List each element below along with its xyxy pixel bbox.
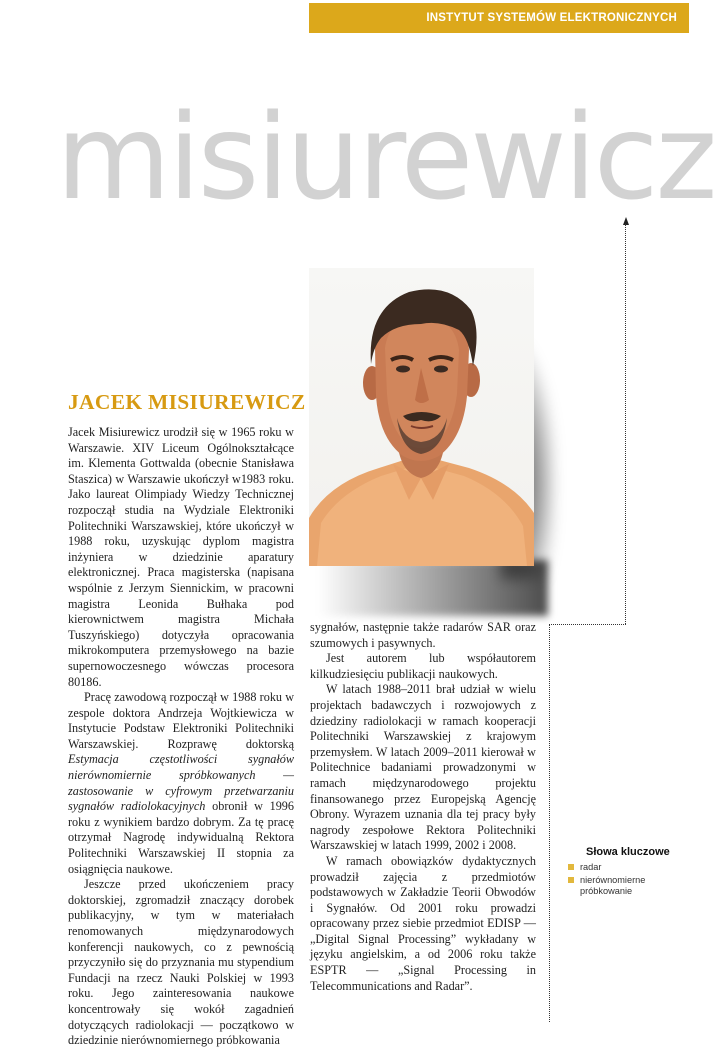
dotted-guide-horizontal (549, 624, 626, 625)
author-portrait (309, 268, 534, 566)
keyword-label: nierównomierne próbkowanie (580, 875, 646, 896)
dotted-guide-upper (625, 224, 626, 624)
bio-paragraph-2-start: Pracę zawodową rozpoczął w 1988 roku w zespole doktora Andrzeja Wojtkiewicza w Instytucie Podstaw Elektroniki Politechniki Warszawskiej. Rozprawę doktorską (68, 690, 294, 751)
bio-paragraph-3: Jeszcze przed ukończeniem pracy doktorskiej, zgromadził znaczący dorobek publikacyjny, w tym w materiałach renomowanych międzynarodowych konferencji naukowych, co z pewnością przyczyniło się do przyznania mu stypendium Fundacji na rzecz Nauki Polskiej w 1993 roku. Jego zainteresowania naukowe koncentrowały się wokół zagadnień dotyczących radiolokacji — początkowo w dziedzinie nierównomiernego próbkowania (68, 877, 294, 1048)
section-header-label: INSTYTUT SYSTEMÓW ELEKTRONICZNYCH (426, 12, 677, 24)
bio-paragraph-1: Jacek Misiurewicz urodził się w 1965 roku w Warszawie. XIV Liceum Ogólnokształcące im. Klementa Gottwalda (obecnie Stanisława Staszica) w Warszawie ukończył w1983 roku. Jako laureat Olimpiady Wiedzy Technicznej rozpoczął studia na Wydziale Elektroniki Politechniki Warszawskiej, które ukończył w 1988 roku, uzyskując dyplom magistra inżyniera w dziedzinie aparatury elektronicznej. Praca magisterska (napisana wspólnie z Jerzym Siennickim, w pracowni magistra Leonida Bułhaka pod kierownictwem magistra Michała Tuszyńskiego) dotyczyła opracowania mikrokomputera przemysłowego na bazie supernowoczesnego wówczas procesora 80186. (68, 425, 294, 689)
bio-paragraph-4: sygnałów, następnie także radarów SAR oraz szumowych i pasywnych. (310, 620, 536, 650)
bullet-square-icon (568, 877, 574, 883)
bio-paragraph-2-end: obronił w 1996 roku z wynikiem bardzo dobrym. Za tę pracę otrzymał Nagrodę indywidualną Rektora Politechniki Warszawskiej II stopnia za osiągnięcia naukowe. (68, 799, 294, 876)
dotted-guide-lower (549, 624, 550, 1022)
arrow-up-icon (623, 217, 629, 225)
keywords-title: Słowa kluczowe (586, 846, 670, 858)
surname-display: misiurewicz (56, 88, 715, 226)
portrait-illustration (309, 268, 534, 566)
photo-shadow-bottom (318, 560, 548, 616)
keyword-label: radar (580, 862, 602, 872)
author-name-heading: JACEK MISIUREWICZ (68, 390, 306, 414)
dissertation-title: Estymacja częstotliwości sygnałów nierównomiernie spróbkowanych — zastosowanie w cyfrowym przetwarzaniu sygnałów radiolokacyjnych (68, 752, 294, 814)
keyword-item (566, 875, 696, 897)
bio-paragraph-2 (68, 690, 294, 877)
biography-left-column (68, 425, 294, 1049)
biography-right-column (310, 620, 536, 994)
bio-paragraph-7: W ramach obowiązków dydaktycznych prowadził zajęcia z przedmiotów podstawowych w Zakładzie Teorii Obwodów i Sygnałów. Od 2001 roku prowadzi opracowany przez siebie przedmiot EDISP — „Digital Signal Processing” wykładany w języku angielskim, a od 2006 roku także ESPTR — „Signal Processing in Telecommunications and Radar”. (310, 853, 536, 993)
bio-paragraph-6: W latach 1988–2011 brał udział w wielu projektach badawczych i rozwojowych z dziedziny radiolokacji w ramach kooperacji Politechniki Warszawskiej z krajowym przemysłem. W latach 2009–2011 kierował w Politechnice badaniami prowadzonymi w ramach międzynarodowego projektu finansowanego przez Europejską Agencję Obrony. Wyrazem uznania dla tej pracy były nagrody zespołowe Rektora Politechniki Warszawskiej w latach 1999, 2002 i 2008. (310, 682, 536, 853)
keyword-item (566, 862, 696, 873)
bio-paragraph-5: Jest autorem lub współautorem kilkudziesięciu publikacji naukowych. (310, 651, 536, 681)
section-header-bar (309, 3, 689, 33)
bullet-square-icon (568, 864, 574, 870)
keywords-list (566, 862, 696, 899)
